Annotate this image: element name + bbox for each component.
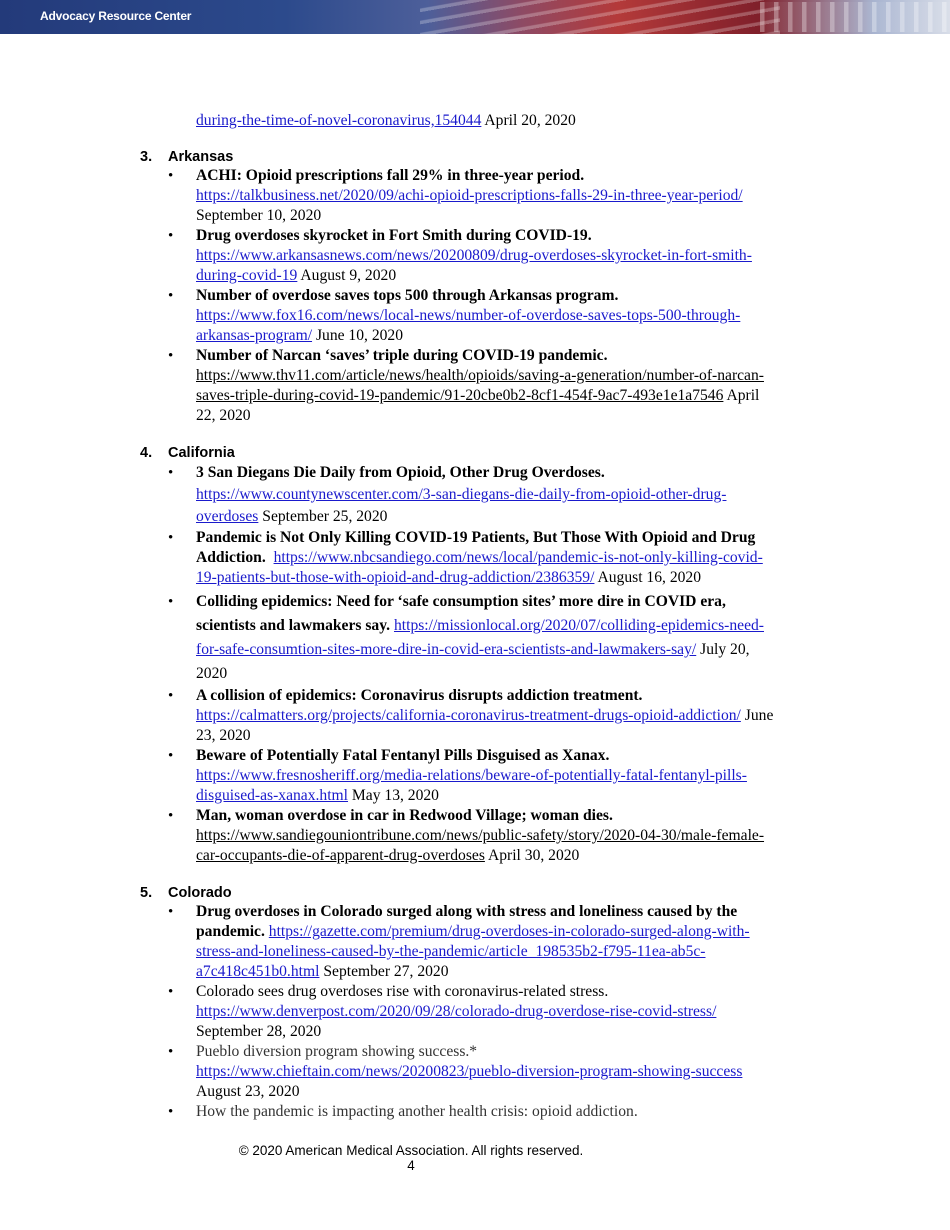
article-title-cont: Addiction. (196, 549, 266, 566)
article-link[interactable]: https://www.nbcsandiego.com/news/local/pandemic-is-not-only-killing-covid- (273, 549, 763, 566)
capitol-graphic (760, 2, 950, 32)
list-item (168, 166, 830, 226)
article-date: September 27, 2020 (323, 963, 449, 980)
article-link[interactable]: https://www.fox16.com/news/local-news/number-of-overdose-saves-tops-500-through- (196, 307, 741, 324)
article-title: Drug overdoses in Colorado surged along with stress and loneliness caused by the (196, 903, 738, 920)
list-item (168, 528, 830, 588)
copyright-notice: © 2020 American Medical Association. All rights reserved. (238, 1143, 584, 1158)
article-title: Number of overdose saves tops 500 through Arkansas program. (196, 287, 619, 304)
article-link-cont[interactable]: car-occupants-die-of-apparent-drug-overdoses (196, 847, 485, 864)
header-title: Advocacy Resource Center (40, 9, 192, 23)
article-link[interactable]: https://www.arkansasnews.com/news/20200809/drug-overdoses-skyrocket-in-fort-smith- (196, 247, 752, 264)
article-list-california (140, 462, 830, 866)
article-date: July 20, (700, 641, 750, 658)
page-footer (0, 1143, 950, 1173)
section-heading-colorado: 5. Colorado (140, 885, 232, 901)
article-link-cont[interactable]: during-covid-19 (196, 267, 298, 284)
article-title: Drug overdoses skyrocket in Fort Smith during COVID-19. (196, 227, 592, 244)
article-link-cont[interactable]: disguised-as-xanax.html (196, 787, 349, 804)
article-date: August 16, 2020 (597, 569, 702, 586)
article-date: September 28, 2020 (196, 1023, 322, 1040)
article-date-cont: 23, 2020 (196, 727, 251, 744)
article-link-cont[interactable]: stress-and-loneliness-caused-by-the-pandemic/article_198535b2-f795-11ea-ab5c- (196, 943, 706, 960)
article-title: ACHI: Opioid prescriptions fall 29% in three-year period. (196, 167, 585, 184)
list-item (168, 1102, 830, 1122)
page-number: 4 (407, 1158, 415, 1173)
article-link-cont[interactable]: saves-triple-during-covid-19-pandemic/91-20cbe0b2-8cf1-454f-9ac7-493e1e1a7546 (196, 387, 724, 404)
article-title: Number of Narcan ‘saves’ triple during COVID-19 pandemic. (196, 347, 608, 364)
article-link[interactable]: https://talkbusiness.net/2020/09/achi-opioid-prescriptions-falls-29-in-three-year-period/ (196, 187, 743, 204)
list-item (168, 346, 830, 426)
article-link-cont[interactable]: 19-patients-but-those-with-opioid-and-drug-addiction/2386359/ (196, 569, 595, 586)
article-link[interactable]: https://www.sandiegouniontribune.com/news/public-safety/story/2020-04-30/male-female- (196, 827, 765, 844)
article-link[interactable]: https://www.fresnosheriff.org/media-relations/beware-of-potentially-fatal-fentanyl-pills- (196, 767, 747, 784)
list-item (168, 226, 830, 286)
flag-stripes-graphic (420, 0, 780, 34)
section-heading-california: 4. California (140, 445, 235, 461)
list-item (168, 1042, 830, 1102)
article-list-colorado (140, 902, 830, 1122)
list-item (168, 902, 830, 982)
list-item (168, 746, 830, 806)
article-link[interactable]: https://gazette.com/premium/drug-overdoses-in-colorado-surged-along-with- (268, 923, 750, 940)
article-date: June (744, 707, 774, 724)
article-title: Colliding epidemics: Need for ‘safe consumption sites’ more dire in COVID era, (196, 593, 726, 610)
article-link-cont[interactable]: overdoses (196, 508, 259, 525)
article-title: Beware of Potentially Fatal Fentanyl Pills Disguised as Xanax. (196, 747, 610, 764)
list-item (168, 462, 830, 528)
article-date-cont: 22, 2020 (196, 407, 251, 424)
section-heading-arkansas: 3. Arkansas (140, 149, 234, 165)
article-date: April (726, 387, 760, 404)
list-item (168, 686, 830, 746)
article-title: Pueblo diversion program showing success.* (196, 1043, 478, 1060)
document-body (140, 111, 830, 1122)
article-link[interactable]: https://www.countynewscenter.com/3-san-diegans-die-daily-from-opioid-other-drug- (196, 486, 727, 503)
article-date-cont: 2020 (196, 665, 228, 682)
article-link-cont[interactable]: arkansas-program/ (196, 327, 313, 344)
article-list-arkansas (140, 166, 830, 426)
article-link[interactable]: https://www.denverpost.com/2020/09/28/colorado-drug-overdose-rise-covid-stress/ (196, 1003, 717, 1020)
article-title-cont: scientists and lawmakers say. (196, 617, 391, 634)
article-link-cont[interactable]: for-safe-consumtion-sites-more-dire-in-covid-era-scientists-and-lawmakers-say/ (196, 641, 697, 658)
article-link[interactable]: https://missionlocal.org/2020/07/colliding-epidemics-need- (393, 617, 764, 634)
list-item (168, 982, 830, 1042)
continued-citation (196, 111, 830, 131)
article-date: June 10, 2020 (315, 327, 404, 344)
article-date: April 30, 2020 (487, 847, 580, 864)
article-link[interactable]: https://www.thv11.com/article/news/health/opioids/saving-a-generation/number-of-narcan- (196, 367, 764, 384)
article-title: How the pandemic is impacting another health crisis: opioid addiction. (196, 1103, 638, 1120)
article-link[interactable]: https://www.chieftain.com/news/20200823/pueblo-diversion-program-showing-success (196, 1063, 743, 1080)
article-title: Colorado sees drug overdoses rise with coronavirus-related stress. (196, 983, 609, 1000)
article-link[interactable]: https://calmatters.org/projects/california-coronavirus-treatment-drugs-opioid-addiction/ (196, 707, 741, 724)
article-date: August 9, 2020 (300, 267, 397, 284)
list-item (168, 590, 830, 686)
article-date: September 10, 2020 (196, 207, 322, 224)
header-banner (0, 0, 950, 34)
citation-date: April 20, 2020 (484, 112, 576, 129)
article-title: A collision of epidemics: Coronavirus disrupts addiction treatment. (196, 687, 643, 704)
article-title: Man, woman overdose in car in Redwood Village; woman dies. (196, 807, 613, 824)
list-item (168, 286, 830, 346)
article-link-cont[interactable]: a7c418c451b0.html (196, 963, 320, 980)
article-title: Pandemic is Not Only Killing COVID-19 Patients, But Those With Opioid and Drug (196, 529, 756, 546)
citation-link[interactable]: during-the-time-of-novel-coronavirus,154044 (196, 112, 482, 129)
article-title-cont: pandemic. (196, 923, 265, 940)
article-date: May 13, 2020 (351, 787, 439, 804)
list-item (168, 806, 830, 866)
article-date: September 25, 2020 (262, 508, 388, 525)
article-date: August 23, 2020 (196, 1083, 300, 1100)
article-title: 3 San Diegans Die Daily from Opioid, Other Drug Overdoses. (196, 464, 605, 481)
